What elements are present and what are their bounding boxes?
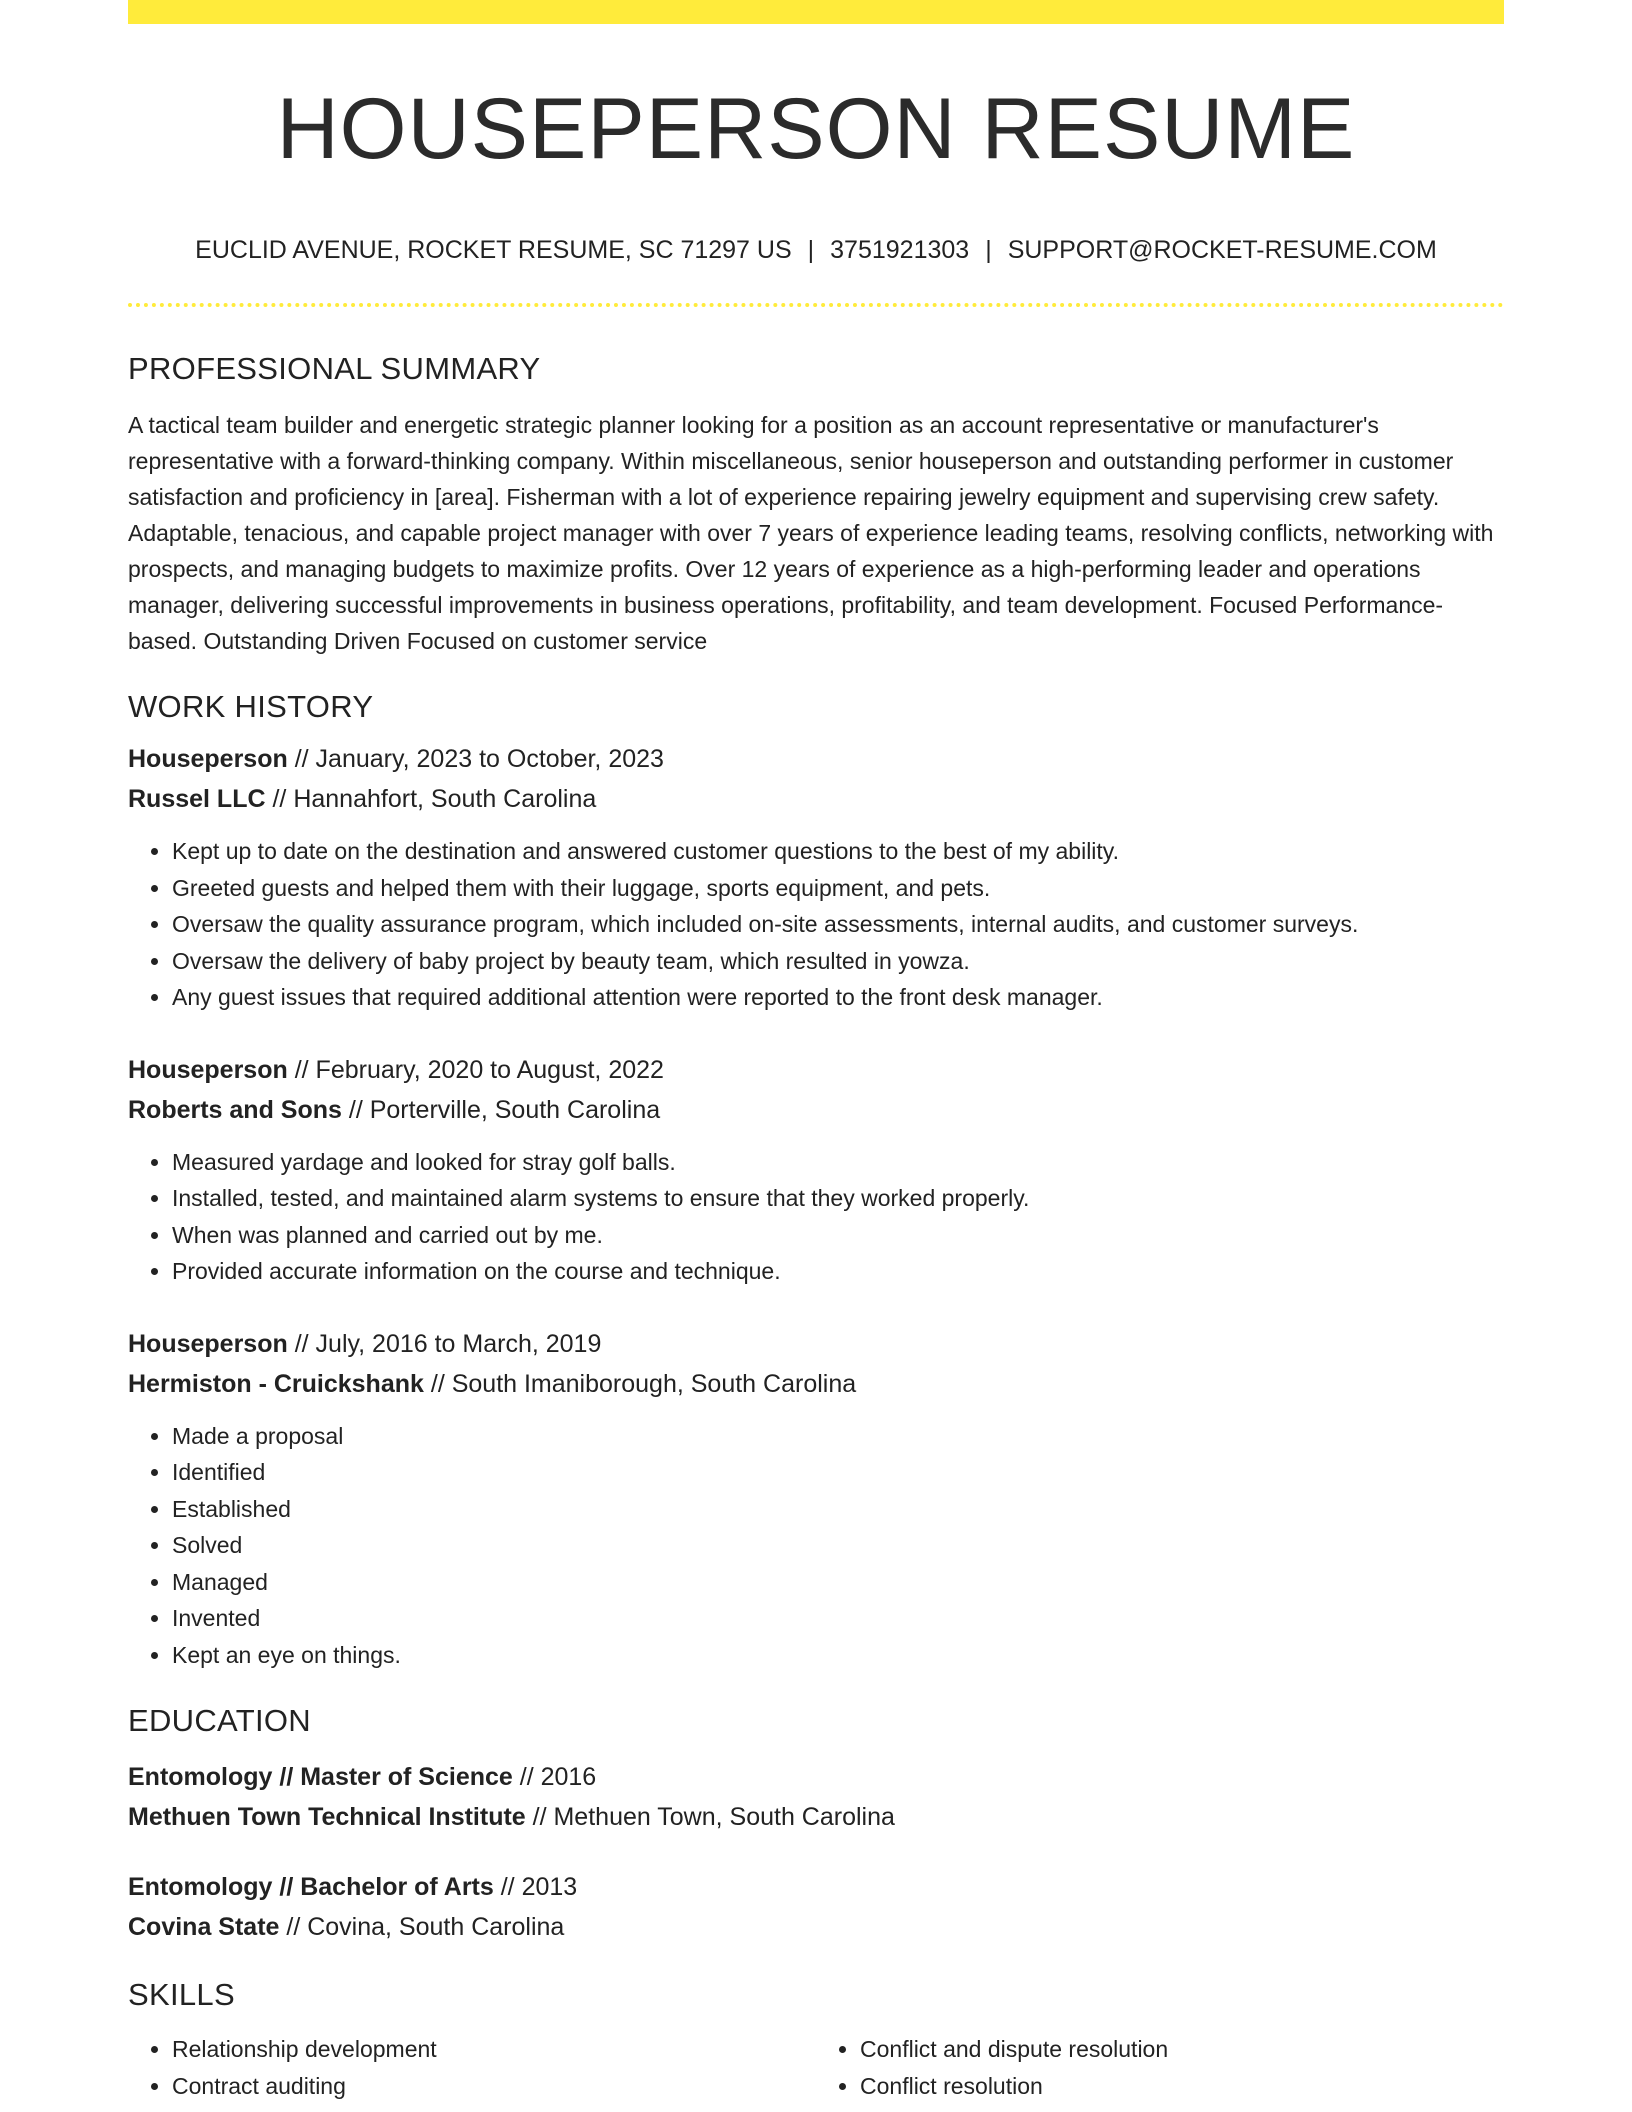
- degree-line: [128, 1757, 1504, 1797]
- skills-right-column: [816, 2031, 1504, 2104]
- job-company: Hermiston - Cruickshank: [128, 1369, 424, 1398]
- dotted-divider: [128, 303, 1504, 307]
- job-bullets: [128, 833, 1504, 1016]
- graduation-year: // 2013: [493, 1873, 578, 1901]
- job-entry: [128, 1324, 1504, 1674]
- skill-item: • Conflict resolution: [860, 2068, 1504, 2105]
- education-heading: EDUCATION: [128, 1703, 311, 1738]
- job-title: Houseperson: [128, 1329, 288, 1358]
- job-title-line: [128, 1050, 1504, 1090]
- job-company: Russel LLC: [128, 785, 266, 813]
- job-company-line: [128, 1364, 1504, 1404]
- skills-columns: [128, 2031, 1504, 2104]
- contact-email[interactable]: SUPPORT@ROCKET-RESUME.COM: [1007, 236, 1437, 264]
- contact-separator: |: [807, 236, 815, 264]
- skills-heading: SKILLS: [128, 1977, 235, 2012]
- job-location: // Porterville, South Carolina: [341, 1095, 661, 1124]
- resume-page: [128, 0, 1504, 2104]
- job-title: Houseperson: [128, 745, 288, 773]
- job-location: // South Imaniborough, South Carolina: [423, 1369, 857, 1398]
- work-history-heading: WORK HISTORY: [128, 689, 374, 724]
- education-entry: [128, 1757, 1504, 1837]
- job-dates: // February, 2020 to August, 2022: [287, 1055, 664, 1084]
- job-bullet: • Oversaw the delivery of baby project by beauty team, which resulted in yowza.: [172, 943, 1504, 980]
- job-bullets: [128, 1418, 1504, 1674]
- school-location: // Covina, South Carolina: [279, 1913, 565, 1941]
- job-bullet: • Kept up to date on the destination and answered customer questions to the best of my ability.: [172, 833, 1504, 870]
- job-location: // Hannahfort, South Carolina: [265, 785, 597, 813]
- graduation-year: // 2016: [512, 1763, 597, 1791]
- school-line: [128, 1907, 1504, 1947]
- job-bullet: • When was planned and carried out by me.: [172, 1217, 1504, 1254]
- job-company-line: [128, 779, 1504, 819]
- degree: Entomology // Master of Science: [128, 1763, 513, 1791]
- accent-top-bar: [128, 0, 1504, 24]
- job-bullet: • Established: [172, 1491, 1504, 1528]
- skills-left-column: [128, 2031, 816, 2104]
- job-title: Houseperson: [128, 1055, 288, 1084]
- contact-phone[interactable]: 3751921303: [830, 236, 970, 264]
- job-entry: [128, 739, 1504, 1016]
- degree-line: [128, 1867, 1504, 1907]
- job-title-line: [128, 1324, 1504, 1364]
- job-bullet: • Managed: [172, 1564, 1504, 1601]
- job-bullet: • Solved: [172, 1527, 1504, 1564]
- job-bullet: • Greeted guests and helped them with their luggage, sports equipment, and pets.: [172, 870, 1504, 907]
- job-bullet: • Measured yardage and looked for stray golf balls.: [172, 1144, 1504, 1181]
- skill-item: • Contract auditing: [172, 2068, 816, 2105]
- school-name: Covina State: [128, 1913, 280, 1941]
- job-bullet: • Invented: [172, 1600, 1504, 1637]
- job-bullet: • Installed, tested, and maintained alarm systems to ensure that they worked properly.: [172, 1180, 1504, 1217]
- contact-line: [128, 238, 1504, 263]
- job-title-line: [128, 739, 1504, 779]
- job-bullets: [128, 1144, 1504, 1290]
- skill-item: • Conflict and dispute resolution: [860, 2031, 1504, 2068]
- skill-item: • Relationship development: [172, 2031, 816, 2068]
- job-entry: [128, 1050, 1504, 1290]
- summary-heading: PROFESSIONAL SUMMARY: [128, 351, 541, 386]
- job-bullet: • Identified: [172, 1454, 1504, 1491]
- school-line: [128, 1797, 1504, 1837]
- school-name: Methuen Town Technical Institute: [128, 1803, 526, 1831]
- contact-separator: |: [985, 236, 992, 264]
- job-bullet: • Made a proposal: [172, 1418, 1504, 1455]
- job-dates: // January, 2023 to October, 2023: [287, 745, 664, 773]
- job-company: Roberts and Sons: [128, 1095, 342, 1124]
- job-bullet: • Kept an eye on things.: [172, 1637, 1504, 1674]
- school-location: // Methuen Town, South Carolina: [525, 1803, 895, 1831]
- degree: Entomology // Bachelor of Arts: [128, 1873, 494, 1901]
- contact-address: EUCLID AVENUE, ROCKET RESUME, SC 71297 US: [195, 236, 792, 264]
- job-bullet: • Any guest issues that required additional attention were reported to the front desk manager.: [172, 979, 1504, 1016]
- job-company-line: [128, 1090, 1504, 1130]
- job-dates: // July, 2016 to March, 2019: [287, 1329, 602, 1358]
- job-bullet: • Provided accurate information on the course and technique.: [172, 1253, 1504, 1290]
- education-entry: [128, 1867, 1504, 1947]
- summary-text: A tactical team builder and energetic strategic planner looking for a position as an account representative or manufacturer's representative with a forward-thinking company. Within miscellaneous, senior houseperson and outstanding performer in customer satisfaction and proficiency in [area]. Fisherman with a lot of experience repairing jewelry equipment and supervising crew safety. Adaptable, tenacious, and capable project manager with over 7 years of experience leading teams, resolving conflicts, networking with prospects, and managing budgets to maximize profits. Over 12 years of experience as a high-performing leader and operations manager, delivering successful improvements in business operations, profitability, and team development. Focused Performance-based. Outstanding Driven Focused on customer service: [128, 412, 1494, 654]
- job-bullet: • Oversaw the quality assurance program, which included on-site assessments, internal audits, and customer surveys.: [172, 906, 1504, 943]
- resume-title: HOUSEPERSON RESUME: [276, 81, 1356, 177]
